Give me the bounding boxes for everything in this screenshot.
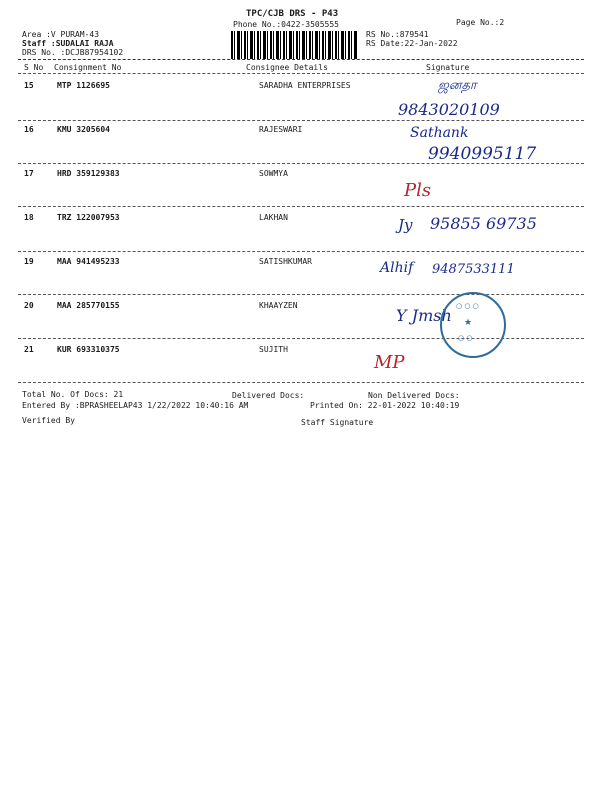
phone-handwritten-row16: 9940995117 [428, 144, 537, 164]
document-title: TPC/CJB DRS - P43 [246, 9, 339, 19]
barcode [231, 31, 357, 59]
page-number: Page No.:2 [456, 18, 505, 27]
column-header-signature: Signature [426, 63, 470, 72]
row-divider [18, 206, 584, 207]
verified-by: Verified By [22, 416, 75, 425]
row-sno: 18 [24, 213, 34, 222]
column-header-sno: S No [24, 63, 44, 72]
printed-on: Printed On: 22-01-2022 10:40:19 [310, 401, 460, 410]
divider [18, 59, 584, 60]
non-delivered-docs: Non Delivered Docs: [368, 391, 460, 400]
phone-number: Phone No.:0422-3505555 [233, 20, 339, 29]
rs-date: RS Date:22-Jan-2022 [366, 39, 458, 48]
row-consignee: SOWMYA [259, 169, 288, 178]
row-consignee: RAJESWARI [259, 125, 303, 134]
phone-handwritten-row15: 9843020109 [398, 100, 500, 119]
row-divider [18, 120, 584, 121]
row-sno: 20 [24, 301, 34, 310]
entered-by: Entered By :BPRASHEELAP43 1/22/2022 10:40:16 AM [22, 401, 249, 410]
row-consignee: SATISHKUMAR [259, 257, 312, 266]
signature-row17: Pls [404, 180, 432, 201]
total-docs: Total No. Of Docs: 21 [22, 390, 124, 399]
signature-row16: Sathank [410, 125, 469, 141]
row-divider [18, 382, 584, 383]
drs-number: DRS No. :DCJB87954102 [22, 48, 124, 57]
staff-label: Staff :SUDALAI RAJA [22, 39, 114, 48]
delivered-docs: Delivered Docs: [232, 391, 305, 400]
column-header-consignee: Consignee Details [246, 63, 328, 72]
signature-row19: Alhif [380, 260, 414, 276]
signature-row15: ஜனதா [438, 78, 477, 93]
row-sno: 17 [24, 169, 34, 178]
row-consignment: KUR 693310375 [57, 345, 120, 354]
phone-handwritten-row19: 9487533111 [432, 262, 515, 277]
staff-signature: Staff Signature [301, 418, 374, 427]
row-sno: 15 [24, 81, 34, 90]
row-consignment: MAA 285770155 [57, 301, 120, 310]
row-consignment: HRD 359129383 [57, 169, 120, 178]
rs-number: RS No.:879541 [366, 30, 429, 39]
row-consignment: KMU 3205604 [57, 125, 110, 134]
column-header-consignment: Consignment No [54, 63, 122, 72]
signature-row18: Jy [398, 216, 413, 234]
row-consignee: KHAAYZEN [259, 301, 298, 310]
row-consignee: SUJITH [259, 345, 288, 354]
signature-row20: Y Jmsh [396, 306, 452, 325]
row-divider [18, 294, 584, 295]
row-sno: 16 [24, 125, 34, 134]
row-sno: 19 [24, 257, 34, 266]
area-label: Area :V PURAM-43 [22, 30, 100, 39]
row-divider [18, 251, 584, 252]
row-consignee: LAKHAN [259, 213, 288, 222]
stamp: ○ ○ ○ ★ ○ ○ [440, 292, 506, 358]
signature-row21: MP [374, 352, 405, 373]
row-consignment: MAA 941495233 [57, 257, 120, 266]
row-sno: 21 [24, 345, 34, 354]
row-consignment: MTP 1126695 [57, 81, 110, 90]
row-consignment: TRZ 122007953 [57, 213, 120, 222]
row-consignee: SARADHA ENTERPRISES [259, 81, 351, 90]
phone-handwritten-row18: 95855 69735 [430, 214, 537, 233]
divider [18, 73, 584, 74]
